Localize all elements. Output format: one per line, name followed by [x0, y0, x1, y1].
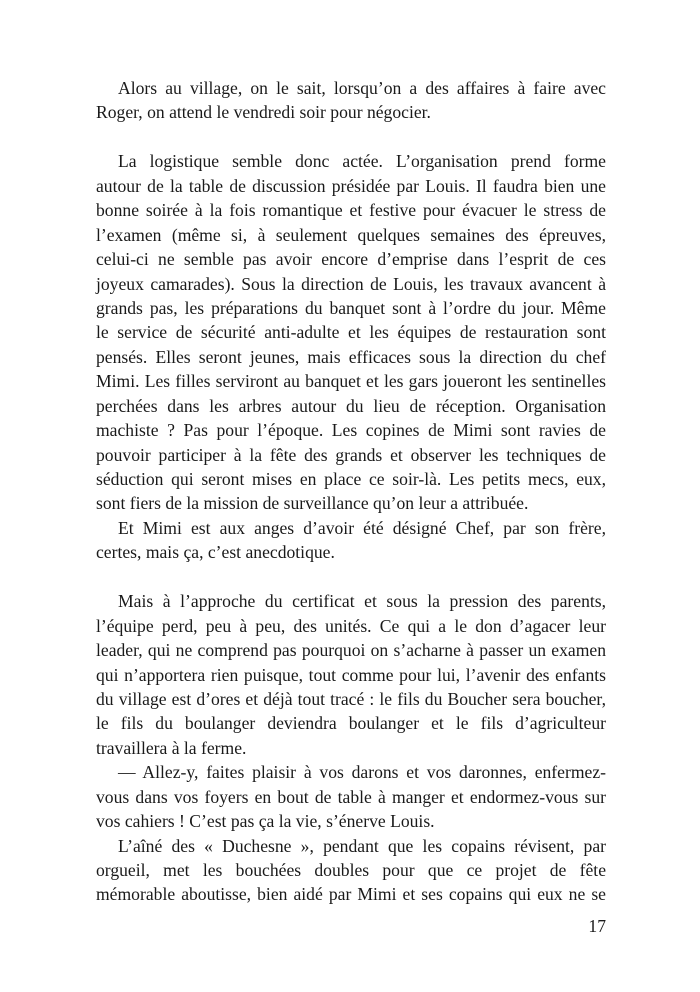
text-line: qui n’apportera rien puisque, tout comme pour lui, l’avenir des enfants [96, 664, 606, 685]
text-line: sont fiers de la mission de surveillance qu’on leur a attribuée. [96, 493, 529, 514]
text-line: leader, qui ne comprend pas pourquoi on s’acharne à passer un examen [96, 640, 606, 661]
book-page-text [96, 76, 606, 907]
text-line: machiste ? Pas pour l’époque. Les copines de Mimi sont ravies de [96, 420, 606, 441]
text-line: mémorable aboutisse, bien aidé par Mimi et ses copains qui eux ne se [96, 884, 606, 905]
paragraph-spacer [96, 125, 606, 149]
text-line: Roger, on attend le vendredi soir pour négocier. [96, 102, 431, 123]
text-line: La logistique semble donc actée. L’organisation prend forme [118, 151, 606, 172]
text-line: — Allez-y, faites plaisir à vos darons et vos daronnes, enfermez- [118, 762, 606, 783]
paragraph-spacer [96, 565, 606, 589]
text-line: pouvoir participer à la fête des grands et observer les techniques de [96, 444, 606, 465]
paragraph [96, 834, 606, 907]
text-line: certes, mais ça, c’est anecdotique. [96, 542, 335, 563]
text-line: l’examen (même si, à seulement quelques semaines des épreuves, [96, 224, 606, 245]
paragraph [96, 589, 606, 760]
text-line: perchées dans les arbres autour du lieu de réception. Organisation [96, 395, 606, 416]
paragraph [96, 76, 606, 125]
text-line: du village est d’ores et déjà tout tracé : le fils du Boucher sera boucher, [96, 688, 606, 709]
text-line: bonne soirée à la fois romantique et festive pour évacuer le stress de [96, 200, 606, 221]
text-line: l’équipe perd, peu à peu, des unités. Ce qui a le don d’agacer leur [96, 615, 606, 636]
text-line: le fils du boulanger deviendra boulanger et le fils d’agriculteur [96, 713, 606, 734]
text-line: Mimi. Les filles serviront au banquet et les gars joueront les sentinelles [96, 371, 606, 392]
text-line: le service de sécurité anti-adulte et les équipes de restauration sont [96, 322, 606, 343]
page-number: 17 [588, 916, 606, 936]
text-line: Et Mimi est aux anges d’avoir été désigné Chef, par son frère, [118, 517, 606, 538]
paragraph [96, 760, 606, 833]
paragraph [96, 149, 606, 516]
text-line: celui-ci ne semble pas avoir encore d’emprise dans l’esprit de ces [96, 249, 606, 270]
text-line: Mais à l’approche du certificat et sous la pression des parents, [118, 591, 606, 612]
text-line: Alors au village, on le sait, lorsqu’on a des affaires à faire avec [118, 78, 606, 98]
paragraph [96, 516, 606, 565]
text-line: L’aîné des « Duchesne », pendant que les copains révisent, par [118, 835, 606, 856]
text-line: travaillera à la ferme. [96, 737, 247, 758]
text-line: séduction qui seront mises en place ce soir-là. Les petits mecs, eux, [96, 469, 606, 489]
text-line: vos cahiers ! C’est pas ça la vie, s’énerve Louis. [96, 811, 435, 832]
text-line: vous dans vos foyers en bout de table à manger et endormez-vous sur [96, 786, 606, 807]
text-line: orgueil, met les bouchées doubles pour que ce projet de fête [96, 860, 606, 880]
text-line: pensés. Elles seront jeunes, mais efficaces sous la direction du chef [96, 346, 606, 367]
text-line: grands pas, les préparations du banquet sont à l’ordre du jour. Même [96, 297, 606, 318]
text-line: joyeux camarades). Sous la direction de Louis, les travaux avancent à [96, 273, 606, 294]
text-line: autour de la table de discussion présidée par Louis. Il faudra bien une [96, 175, 606, 196]
